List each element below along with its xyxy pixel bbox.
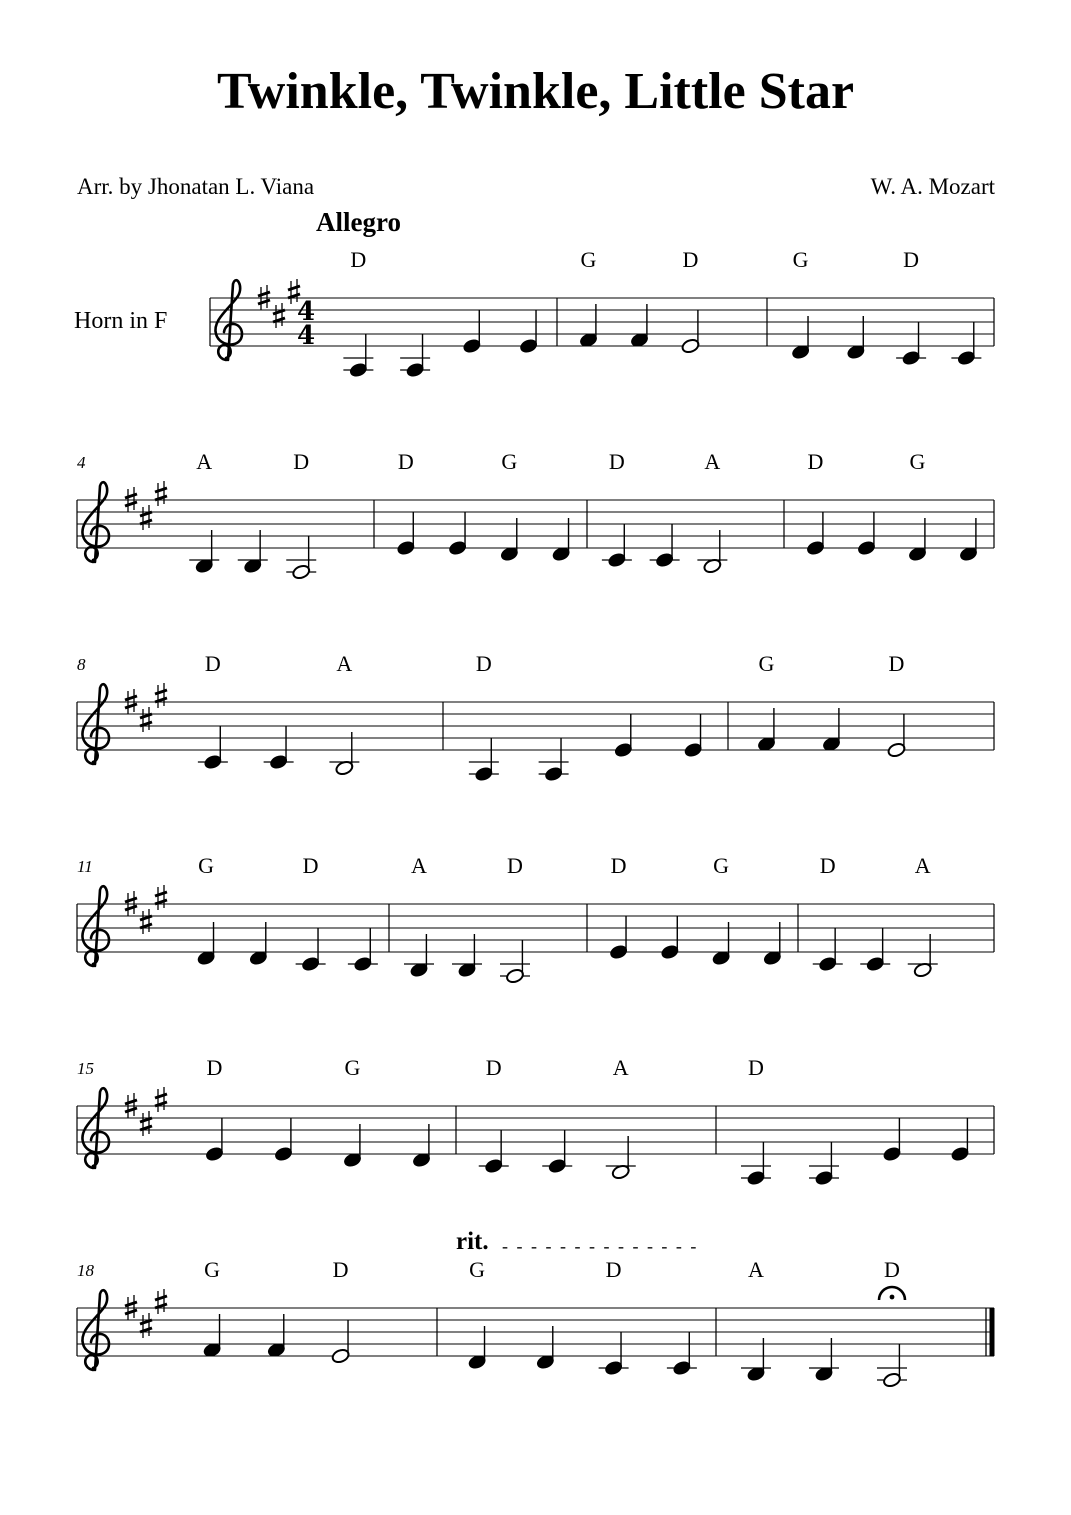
chord-symbol: D [605, 1257, 622, 1282]
quarter-note [412, 1124, 431, 1168]
quarter-note [660, 916, 679, 960]
chord-symbol: D [293, 449, 310, 474]
chord-symbol: D [807, 449, 824, 474]
quarter-note [519, 310, 538, 354]
sharp-bar [140, 916, 152, 920]
staff-system [77, 651, 994, 750]
sharp-icon [140, 707, 152, 732]
sharp-bar [125, 1100, 137, 1104]
treble-clef-stroke [82, 1088, 109, 1168]
chord-symbol: A [612, 1055, 629, 1080]
treble-clef-icon [82, 1290, 109, 1370]
chord-symbol: A [336, 651, 353, 676]
treble-clef-stroke [82, 1290, 109, 1370]
quarter-note [614, 714, 633, 758]
sharp-icon [155, 683, 167, 708]
measure-number: 4 [77, 453, 86, 472]
measure-number: 15 [77, 1059, 94, 1078]
treble-clef-stroke [82, 886, 109, 966]
quarter-note [238, 530, 268, 574]
chord-symbol: D [302, 853, 319, 878]
sharp-icon [140, 505, 152, 530]
treble-clef-stroke [215, 280, 242, 360]
half-note [877, 1344, 907, 1388]
sharp-bar [125, 898, 137, 902]
chord-symbol: G [792, 247, 809, 272]
measure-number: 11 [77, 857, 93, 876]
quarter-note [189, 530, 219, 574]
half-note [500, 940, 530, 984]
chord-symbol: A [196, 449, 213, 474]
half-note [681, 310, 700, 354]
sharp-bar [140, 714, 152, 718]
sharp-icon [155, 1087, 167, 1112]
quarter-note [296, 928, 326, 972]
chord-symbol: D [819, 853, 836, 878]
quarter-note [396, 512, 415, 556]
sharp-bar [155, 900, 167, 904]
half-note [887, 714, 906, 758]
chord-symbol: D [884, 1257, 900, 1282]
chord-symbol: D [610, 853, 627, 878]
sharp-bar [140, 924, 152, 928]
sharp-bar [155, 1102, 167, 1106]
sharp-bar [155, 1296, 167, 1300]
sharp-bar [155, 1304, 167, 1308]
quarter-note [951, 322, 981, 366]
sharp-bar [140, 1126, 152, 1130]
quarter-note [467, 1326, 486, 1370]
sharp-bar [288, 286, 300, 290]
staff-system [77, 1257, 994, 1356]
sharp-bar [155, 690, 167, 694]
chord-symbol: D [475, 651, 492, 676]
ritardando-marking: rit. [456, 1228, 489, 1255]
quarter-note [809, 1142, 839, 1186]
instrument-name: Horn in F [74, 308, 168, 334]
quarter-note [452, 934, 482, 978]
measure-number: 8 [77, 655, 86, 674]
sharp-icon [140, 1111, 152, 1136]
sharp-bar [258, 300, 270, 304]
chord-symbol: D [332, 1257, 349, 1282]
quarter-note [882, 1118, 901, 1162]
tempo-marking: Allegro [316, 207, 401, 237]
sharp-bar [155, 496, 167, 500]
sharp-bar [125, 1302, 137, 1306]
sharp-bar [125, 1310, 137, 1314]
quarter-note [539, 738, 569, 782]
quarter-note [791, 316, 810, 360]
sharp-bar [140, 1320, 152, 1324]
staff-system [77, 1055, 994, 1154]
chord-symbol: D [903, 247, 920, 272]
treble-clef-icon [215, 280, 242, 360]
quarter-note [741, 1338, 771, 1382]
sharp-bar [125, 494, 137, 498]
staff-system [77, 449, 994, 548]
quarter-note [348, 928, 378, 972]
quarter-note [264, 726, 294, 770]
score-title: Twinkle, Twinkle, Little Star [216, 63, 855, 120]
sharp-bar [155, 698, 167, 702]
chord-symbol: G [204, 1257, 221, 1282]
half-note [286, 536, 316, 580]
chord-symbol: G [344, 1055, 361, 1080]
sharp-bar [125, 502, 137, 506]
chord-symbol: A [748, 1257, 764, 1282]
quarter-note [667, 1332, 697, 1376]
half-note [329, 732, 359, 776]
chord-symbol: D [888, 651, 905, 676]
fermata-icon [879, 1287, 905, 1300]
quarter-note [267, 1314, 286, 1358]
quarter-note [249, 922, 268, 966]
sharp-bar [140, 1328, 152, 1332]
chord-symbol: A [704, 449, 721, 474]
half-note [697, 530, 727, 574]
treble-clef-icon [82, 1088, 109, 1168]
treble-clef-stroke [82, 684, 109, 764]
quarter-note [198, 726, 228, 770]
chord-symbol: D [206, 1055, 223, 1080]
time-signature-top: 4 [296, 297, 316, 327]
quarter-note [400, 334, 430, 378]
quarter-note [609, 916, 628, 960]
sharp-bar [273, 318, 285, 322]
sharp-icon [273, 303, 285, 328]
quarter-note [741, 1142, 771, 1186]
quarter-note [579, 304, 598, 348]
quarter-note [959, 518, 978, 562]
quarter-note [500, 518, 519, 562]
quarter-note [813, 928, 843, 972]
quarter-note [196, 922, 215, 966]
staff-system [210, 247, 994, 351]
chord-symbol: D [507, 853, 523, 878]
sharp-icon [140, 909, 152, 934]
treble-clef-icon [82, 886, 109, 966]
staff-system [77, 853, 994, 952]
sharp-bar [125, 906, 137, 910]
quarter-note [822, 708, 841, 752]
quarter-note [479, 1130, 509, 1174]
half-note [606, 1136, 636, 1180]
sharp-icon [155, 1289, 167, 1314]
quarter-note [908, 518, 927, 562]
chord-symbol: D [748, 1055, 764, 1080]
sharp-icon [155, 885, 167, 910]
half-note [331, 1320, 350, 1364]
quarter-note [536, 1326, 555, 1370]
quarter-note [462, 310, 481, 354]
quarter-note [274, 1118, 293, 1162]
sharp-bar [273, 310, 285, 314]
quarter-note [404, 934, 434, 978]
quarter-note [602, 524, 632, 568]
quarter-note [806, 512, 825, 556]
chord-symbol: D [682, 247, 699, 272]
chord-symbol: D [608, 449, 625, 474]
chord-symbol: G [580, 247, 597, 272]
chord-symbol: D [204, 651, 221, 676]
chord-symbol: D [485, 1055, 502, 1080]
chord-symbol: G [758, 651, 775, 676]
quarter-note [551, 518, 570, 562]
quarter-note [542, 1130, 572, 1174]
sharp-bar [258, 292, 270, 296]
treble-clef-icon [82, 482, 109, 562]
sharp-bar [140, 520, 152, 524]
chord-symbol: A [411, 853, 427, 878]
chord-symbol: D [397, 449, 414, 474]
chord-symbol: G [501, 449, 518, 474]
measure-number: 18 [77, 1261, 94, 1280]
quarter-note [599, 1332, 629, 1376]
chord-symbol: G [198, 853, 215, 878]
ritardando-extension: - - - - - - - - - - - - - - [502, 1236, 699, 1256]
chord-symbol: A [914, 853, 931, 878]
sharp-bar [125, 1108, 137, 1112]
half-note [908, 934, 938, 978]
sharp-bar [140, 1118, 152, 1122]
quarter-note [857, 512, 876, 556]
quarter-note [469, 738, 499, 782]
quarter-note [205, 1118, 224, 1162]
quarter-note [763, 922, 782, 966]
quarter-note [343, 1124, 362, 1168]
sharp-bar [125, 704, 137, 708]
chord-symbol: G [713, 853, 730, 878]
quarter-note [448, 512, 467, 556]
time-signature-bottom: 4 [296, 321, 316, 351]
chord-symbol: G [469, 1257, 486, 1282]
sharp-bar [155, 488, 167, 492]
arranger-credit: Arr. by Jhonatan L. Viana [77, 174, 315, 199]
chord-symbol: D [350, 247, 367, 272]
quarter-note [650, 524, 680, 568]
fermata-dot [890, 1295, 895, 1300]
quarter-note [846, 316, 865, 360]
sharp-icon [140, 1313, 152, 1338]
quarter-note [630, 304, 649, 348]
composer-credit: W. A. Mozart [870, 174, 995, 199]
quarter-note [860, 928, 890, 972]
sharp-bar [155, 892, 167, 896]
quarter-note [757, 708, 776, 752]
quarter-note [950, 1118, 969, 1162]
treble-clef-stroke [82, 482, 109, 562]
sharp-bar [140, 722, 152, 726]
sharp-bar [155, 1094, 167, 1098]
quarter-note [711, 922, 730, 966]
quarter-note [809, 1338, 839, 1382]
quarter-note [343, 334, 373, 378]
chord-symbol: G [909, 449, 926, 474]
quarter-note [202, 1314, 221, 1358]
quarter-note [896, 322, 926, 366]
sharp-bar [140, 512, 152, 516]
quarter-note [683, 714, 702, 758]
sharp-bar [125, 696, 137, 700]
sharp-icon [155, 481, 167, 506]
treble-clef-icon [82, 684, 109, 764]
